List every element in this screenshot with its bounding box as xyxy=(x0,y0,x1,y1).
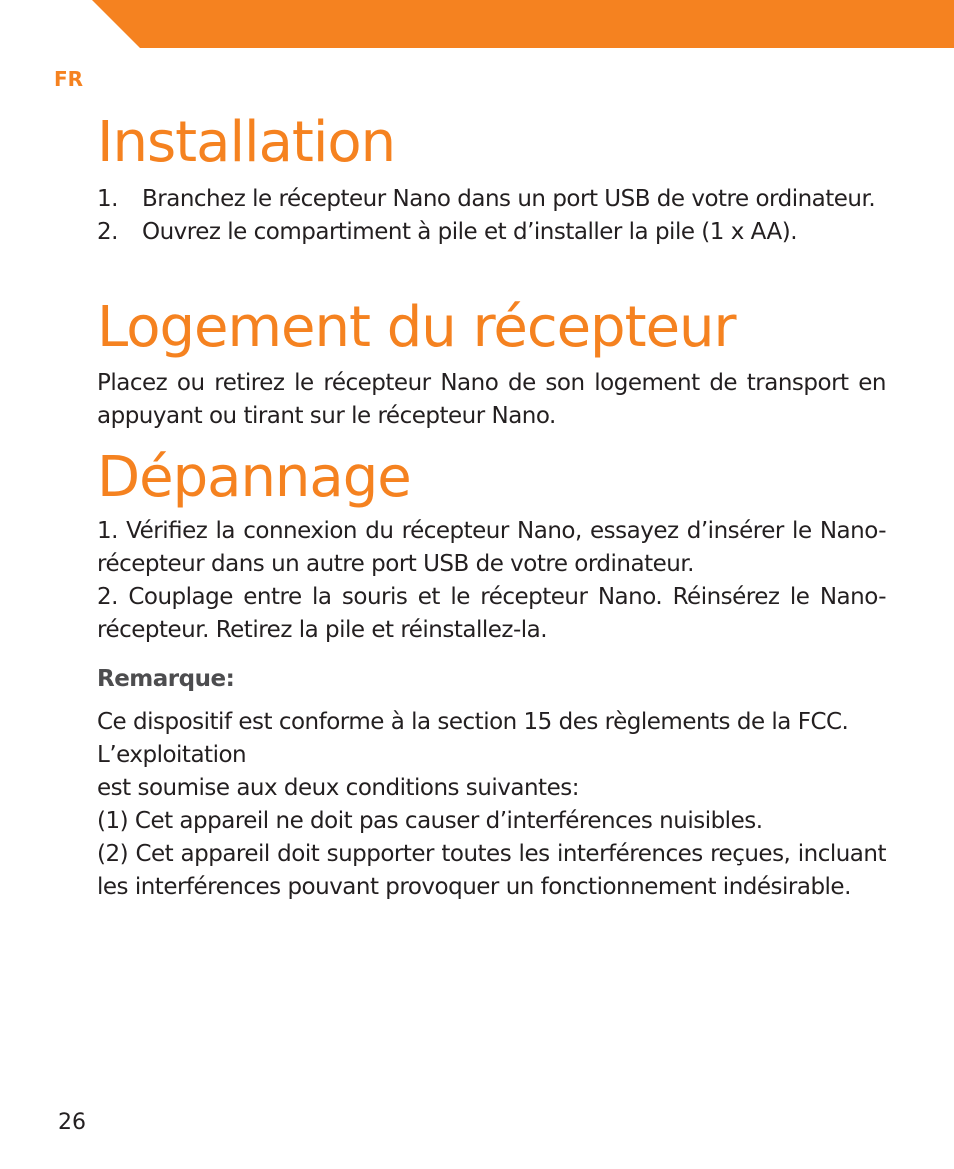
list-item xyxy=(97,183,886,216)
note-line: L’exploitation xyxy=(97,742,247,768)
installation-title: Installation xyxy=(97,110,396,175)
list-text: Branchez le récepteur Nano dans un port USB de votre ordinateur. xyxy=(142,186,876,212)
troubleshooting-step-2: 2. Couplage entre la souris et le récepteur Nano. Réinsérez le Nano-récepteur. Retirez la pile et réinstallez-la. xyxy=(97,584,886,643)
installation-list xyxy=(97,183,886,249)
list-item xyxy=(97,216,886,249)
header-band xyxy=(92,0,954,48)
page-number: 26 xyxy=(58,1110,86,1135)
note-line: est soumise aux deux conditions suivantes: xyxy=(97,775,579,801)
note-line: (2) Cet appareil doit supporter toutes les interférences reçues, incluant les interférences pouvant provoquer un fonctionnement indésirable. xyxy=(97,841,886,900)
note-text xyxy=(97,706,886,904)
language-label: FR xyxy=(54,67,84,91)
receiver-text: Placez ou retirez le récepteur Nano de son logement de transport en appuyant ou tirant sur le récepteur Nano. xyxy=(97,370,886,429)
troubleshooting-step-1: 1. Vériﬁez la connexion du récepteur Nano, essayez d’insérer le Nano-récepteur dans un autre port USB de votre ordinateur. xyxy=(97,518,886,577)
note-title: Remarque: xyxy=(97,666,235,692)
note-line: Ce dispositif est conforme à la section 15 des règlements de la FCC. xyxy=(97,709,849,735)
receiver-title: Logement du récepteur xyxy=(97,295,736,360)
note-line: (1) Cet appareil ne doit pas causer d’interférences nuisibles. xyxy=(97,808,763,834)
list-number: 2. xyxy=(97,219,118,245)
troubleshooting-text xyxy=(97,515,886,647)
list-number: 1. xyxy=(97,186,118,212)
list-text: Ouvrez le compartiment à pile et d’installer la pile (1 x AA). xyxy=(142,219,798,245)
troubleshooting-title: Dépannage xyxy=(97,445,411,510)
